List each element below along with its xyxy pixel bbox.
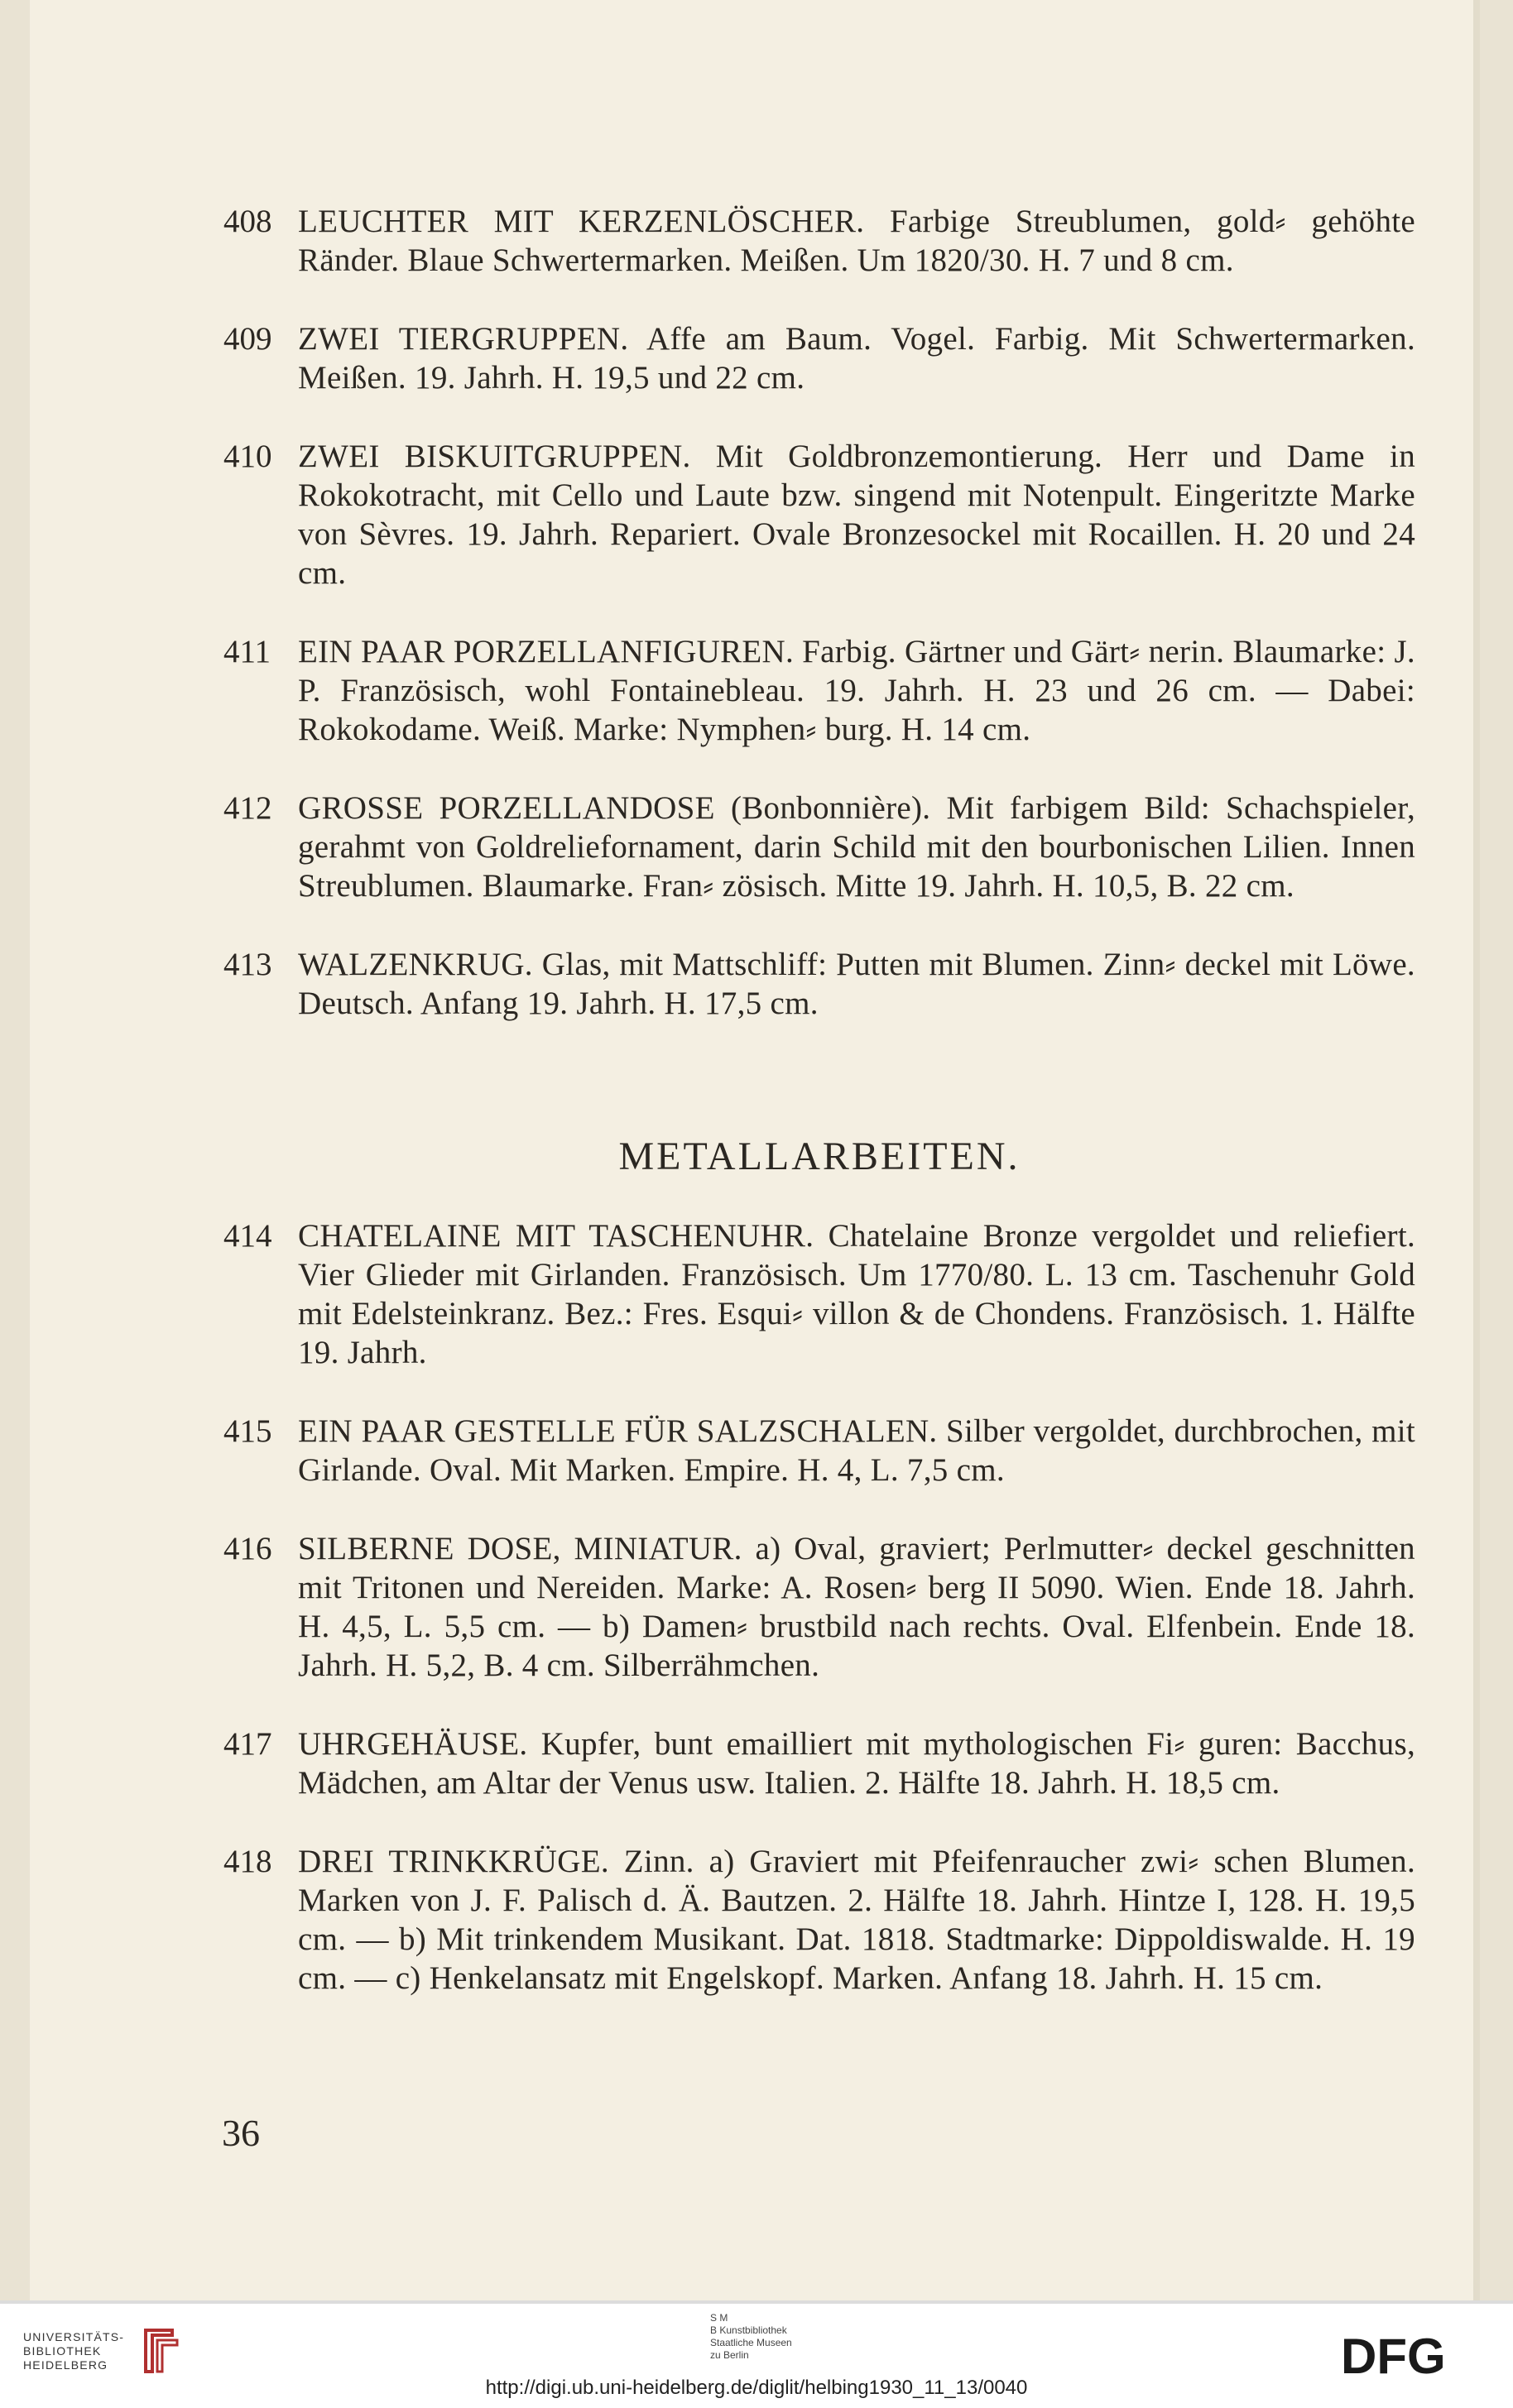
viewer-footer — [0, 2300, 1513, 2408]
dfg-logo-icon — [1341, 2330, 1490, 2380]
entry-number: 415 — [223, 1413, 272, 1449]
smb-line: zu Berlin — [710, 2349, 749, 2361]
entry-number: 418 — [223, 1844, 272, 1879]
university-logo-icon — [136, 2324, 185, 2377]
page-url[interactable]: http://digi.ub.uni-heidelberg.de/diglit/helbing1930_11_13/0040 — [485, 2377, 1028, 2399]
catalog-entries-porcelain — [223, 202, 1415, 1062]
university-line: BIBLIOTHEK — [23, 2344, 102, 2358]
entry-number: 408 — [223, 204, 272, 239]
entry-text: EIN PAAR PORZELLANFIGUREN. Farbig. Gärtner und Gärt⸗ nerin. Blaumarke: J. P. Französisch, wohl Fontainebleau. 19. Jahrh. H. 23 und 26 cm. — Dabei: Rokokodame. Weiß. Marke: Nymphen⸗ burg. H. 14 cm. — [298, 634, 1415, 747]
entry-text: ZWEI TIERGRUPPEN. Affe am Baum. Vogel. Farbig. Mit Schwertermarken. Meißen. 19. Jahrh. H. 19,5 und 22 cm. — [298, 321, 1415, 396]
entry-number: 410 — [223, 439, 272, 474]
catalog-entry — [223, 1412, 1415, 1489]
entry-text: ZWEI BISKUITGRUPPEN. Mit Goldbronzemontierung. Herr und Dame in Rokokotracht, mit Cello und Laute bzw. singend mit Notenpult. Eingeritzte Marke von Sèvres. 19. Jahrh. Repariert. Ovale Bronzesockel mit Rocaillen. H. 20 und 24 cm. — [298, 439, 1415, 591]
entry-number: 413 — [223, 947, 272, 982]
entry-text: EIN PAAR GESTELLE FÜR SALZSCHALEN. Silber vergoldet, durchbrochen, mit Girlande. Oval. Mit Marken. Empire. H. 4, L. 7,5 cm. — [298, 1413, 1415, 1488]
smb-line: S M — [710, 2312, 728, 2324]
catalog-entry — [223, 202, 1415, 280]
entry-number: 416 — [223, 1531, 272, 1566]
entry-text: DREI TRINKKRÜGE. Zinn. a) Graviert mit Pfeifenraucher zwi⸗ schen Blumen. Marken von J. F. Palisch d. Ä. Bautzen. 2. Hälfte 18. Jahrh. Hintze I, 128. H. 19,5 cm. — b) Mit trinkendem Musikant. Dat. 1818. Stadtmarke: Dippoldiswalde. H. 19 cm. — c) Henkelansatz mit Engelskopf. Marken. Anfang 18. Jahrh. H. 15 cm. — [298, 1844, 1415, 1996]
entry-text: GROSSE PORZELLANDOSE (Bonbonnière). Mit farbigem Bild: Schachspieler, gerahmt von Goldreliefornament, darin Schild mit den bourbonischen Lilien. Innen Streublumen. Blaumarke. Fran⸗ zösisch. Mitte 19. Jahrh. H. 10,5, B. 22 cm. — [298, 790, 1415, 904]
footer-divider — [0, 2300, 1513, 2304]
dfg-logo-text: DFG — [1341, 2330, 1446, 2380]
entry-number: 411 — [223, 634, 271, 669]
catalog-entry — [223, 1724, 1415, 1802]
entry-text: WALZENKRUG. Glas, mit Mattschliff: Putten mit Blumen. Zinn⸗ deckel mit Löwe. Deutsch. Anfang 19. Jahrh. H. 17,5 cm. — [298, 947, 1415, 1021]
page-edge-shadow — [1473, 0, 1480, 2300]
university-line: UNIVERSITÄTS- — [23, 2330, 125, 2343]
catalog-entry — [223, 1216, 1415, 1372]
catalog-entry — [223, 789, 1415, 905]
entry-text: SILBERNE DOSE, MINIATUR. a) Oval, graviert; Perlmutter⸗ deckel geschnitten mit Tritonen und Nereiden. Marke: A. Rosen⸗ berg II 5090. Wien. Ende 18. Jahrh. H. 4,5, L. 5,5 cm. — b) Damen⸗ brustbild nach rechts. Oval. Elfenbein. Ende 18. Jahrh. H. 5,2, B. 4 cm. Silberrähmchen. — [298, 1531, 1415, 1683]
university-line: HEIDELBERG — [23, 2358, 108, 2372]
entry-text: CHATELAINE MIT TASCHENUHR. Chatelaine Bronze vergoldet und reliefiert. Vier Glieder mit Girlanden. Französisch. Um 1770/80. L. 13 cm. Taschenuhr Gold mit Edelsteinkranz. Bez.: Fres. Esqui⸗ villon & de Chondens. Französisch. 1. Hälfte 19. Jahrh. — [298, 1218, 1415, 1370]
catalog-entry — [223, 319, 1415, 397]
smb-kunstbibliothek-label — [710, 2312, 792, 2362]
catalog-entry — [223, 1842, 1415, 1998]
smb-line: Staatliche Museen — [710, 2337, 792, 2348]
catalog-entry — [223, 945, 1415, 1023]
catalog-entry — [223, 1529, 1415, 1685]
entry-number: 412 — [223, 790, 272, 826]
entry-text: LEUCHTER MIT KERZENLÖSCHER. Farbige Streublumen, gold⸗ gehöhte Ränder. Blaue Schwertermarken. Meißen. Um 1820/30. H. 7 und 8 cm. — [298, 204, 1415, 278]
smb-line: B Kunstbibliothek — [710, 2324, 787, 2336]
entry-text: UHRGEHÄUSE. Kupfer, bunt emailliert mit mythologischen Fi⸗ guren: Bacchus, Mädchen, am Altar der Venus usw. Italien. 2. Hälfte 18. Jahrh. H. 18,5 cm. — [298, 1726, 1415, 1801]
page-number: 36 — [222, 2112, 260, 2154]
university-library-label — [23, 2330, 124, 2372]
entry-number: 417 — [223, 1726, 272, 1762]
catalog-entry — [223, 437, 1415, 592]
section-title: METALLARBEITEN. — [618, 1134, 1021, 1178]
entry-number: 409 — [223, 321, 272, 357]
catalog-entries-metal — [223, 1216, 1415, 2037]
catalog-entry — [223, 632, 1415, 749]
entry-number: 414 — [223, 1218, 272, 1254]
